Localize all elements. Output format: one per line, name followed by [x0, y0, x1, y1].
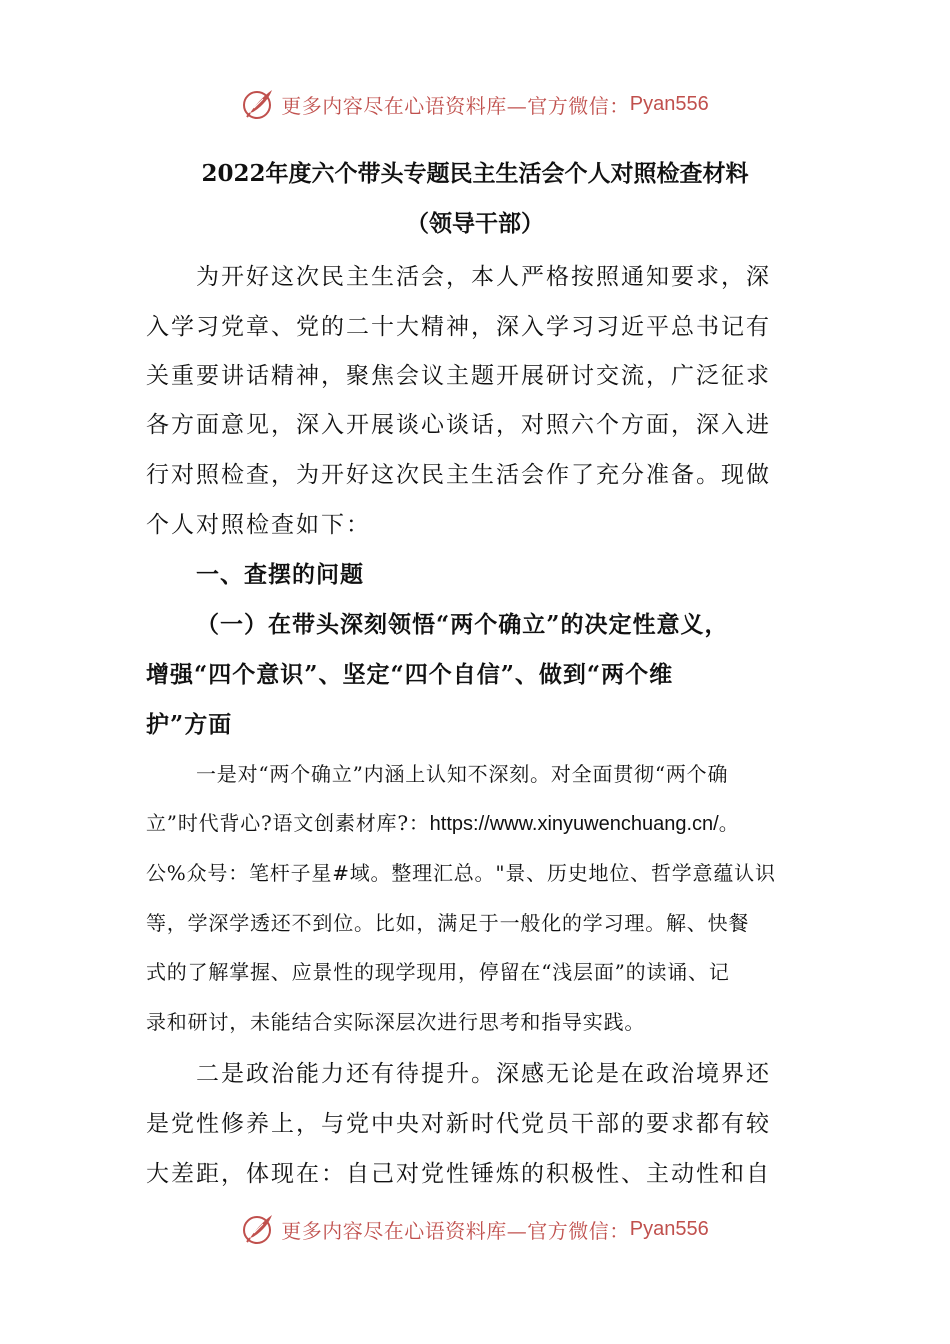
paragraph-text: 立”时代背心?语文创素材库?：	[146, 811, 430, 835]
paragraph-line	[146, 807, 816, 836]
banner-wechat-id: Pyan556	[629, 92, 709, 115]
paragraph-line: 录和研讨，未能结合实际深层次进行思考和指导实践。	[146, 1010, 646, 1034]
paragraph-text: 。	[718, 811, 740, 835]
paragraph-line: 公%众号：笔杆子星#域。整理汇总。"景、历史地位、哲学意蕴认识	[146, 861, 776, 885]
paragraph-line: 大差距，体现在：自己对党性锤炼的积极性、主动性和自	[146, 1161, 771, 1187]
banner-wechat-id: Pyan556	[629, 1217, 709, 1240]
paragraph-line: 一是对“两个确立”内涵上认知不深刻。对全面贯彻“两个确	[196, 762, 729, 786]
paragraph-line: 行对照检查，为开好这次民主生活会作了充分准备。现做	[146, 462, 771, 488]
paragraph-line: 式的了解掌握、应景性的现学现用，停留在“浅层面”的读诵、记	[146, 960, 730, 984]
banner-text: 更多内容尽在心语资料库—官方微信：	[281, 93, 630, 118]
footer-banner	[0, 1207, 950, 1251]
banner-text: 更多内容尽在心语资料库—官方微信：	[281, 1218, 630, 1243]
paragraph-line: 二是政治能力还有待提升。深感无论是在政治境界还	[196, 1061, 771, 1087]
subsection-heading-line: 增强“四个意识”、坚定“四个自信”、做到“两个维	[146, 661, 674, 688]
header-banner	[0, 82, 950, 126]
paragraph-line: 各方面意见，深入开展谈心谈话，对照六个方面，深入进	[146, 412, 771, 438]
url-text: https://www.xinyuwenchuang.cn/	[429, 813, 719, 835]
paragraph-line: 关重要讲话精神，聚焦会议主题开展研讨交流，广泛征求	[146, 363, 771, 389]
subsection-heading-line: （一）在带头深刻领悟“两个确立”的决定性意义，	[196, 611, 729, 638]
feather-pen-logo-icon	[241, 86, 277, 122]
paragraph-line: 入学习党章、党的二十大精神，深入学习习近平总书记有	[146, 314, 771, 340]
paragraph-line: 为开好这次民主生活会，本人严格按照通知要求，深	[196, 264, 771, 290]
feather-pen-logo-icon	[241, 1211, 277, 1247]
document-title: 2022年度六个带头专题民主生活会个人对照检查材料	[201, 160, 749, 187]
section-heading: 一、查摆的问题	[196, 561, 364, 588]
subsection-heading-line: 护”方面	[146, 711, 233, 738]
paragraph-line: 个人对照检查如下：	[146, 512, 371, 538]
paragraph-line: 是党性修养上，与党中央对新时代党员干部的要求都有较	[146, 1111, 771, 1137]
paragraph-line: 等，学深学透还不到位。比如，满足于一般化的学习理。解、快餐	[146, 911, 750, 935]
document-subtitle: （领导干部）	[406, 210, 544, 237]
